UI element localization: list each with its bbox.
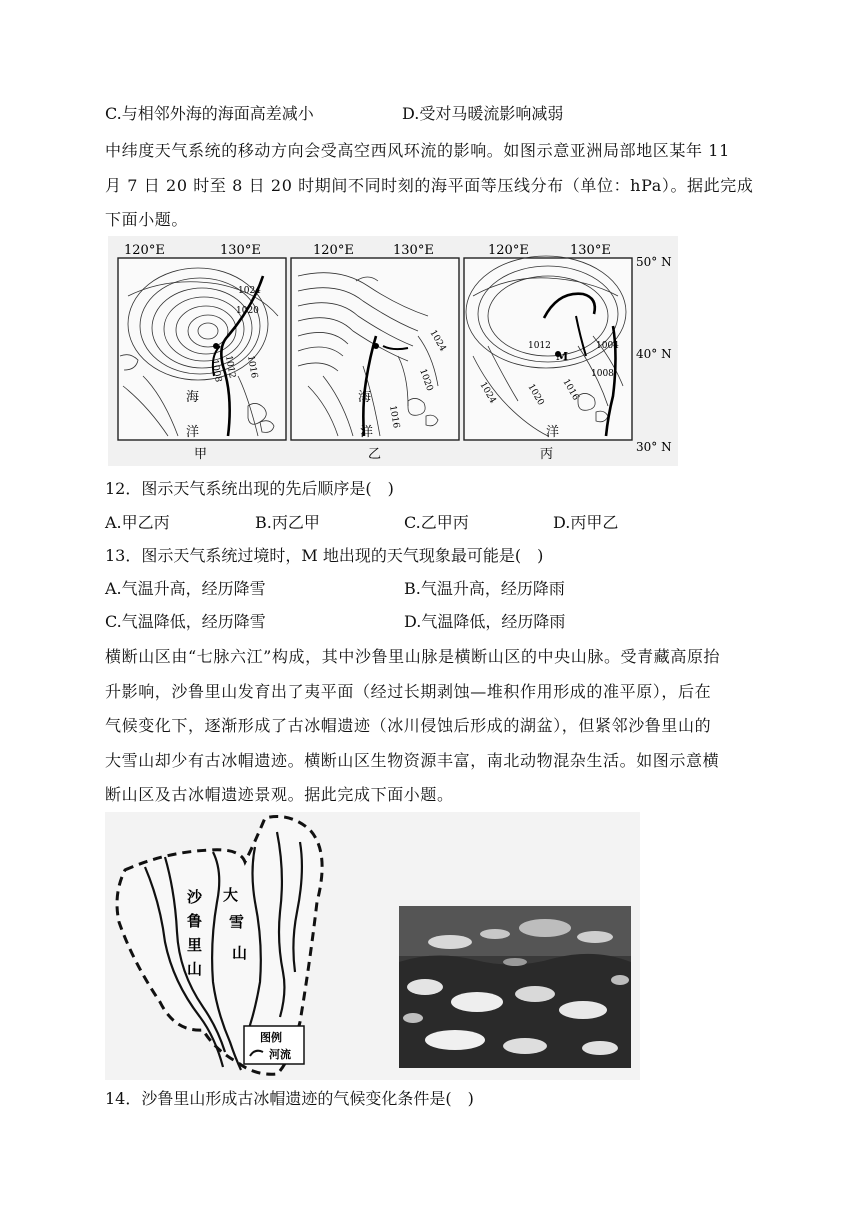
q11-option-d: D.受对马暖流影响减弱 [402, 104, 564, 123]
q13-option-a: A.气温升高，经历降雪 [105, 579, 266, 598]
isobar-label: 1024 [427, 328, 448, 354]
range-label: 鲁 [187, 912, 203, 930]
hengduan-intro-line: 断山区及古冰帽遗迹景观。据此完成下面小题。 [105, 785, 454, 804]
isobar-label: 1008 [209, 358, 223, 384]
lat-label: 30° N [636, 440, 672, 454]
isobar-map-figure [108, 236, 678, 466]
isobar-label: 1004 [596, 341, 619, 351]
isobar-label: 1020 [417, 367, 435, 393]
weather-intro-line: 下面小题。 [105, 210, 189, 229]
legend-item: 河流 [269, 1048, 291, 1061]
range-label: 里 [187, 936, 203, 954]
hengduan-figure [105, 812, 640, 1080]
isobar-label: 1020 [236, 306, 259, 316]
isobar-label: 1024 [477, 380, 498, 406]
lon-label: 130°E [393, 243, 434, 258]
sea-label: 洋 [546, 425, 560, 440]
isobar-label: 1024 [238, 286, 261, 296]
lon-label: 130°E [570, 243, 611, 258]
isobar-label: 1016 [387, 404, 401, 430]
panel-name: 甲 [194, 447, 208, 462]
hengduan-intro-line: 大雪山却少有古冰帽遗迹。横断山区生物资源丰富，南北动物混杂生活。如图示意横 [105, 750, 720, 770]
ice-cap-relic-photo [399, 906, 631, 1068]
q12-option-c: C.乙甲丙 [404, 513, 469, 532]
q14-stem: 14．沙鲁里山形成古冰帽遗迹的气候变化条件是( ) [105, 1089, 474, 1108]
q13-option-c: C.气温降低，经历降雪 [105, 612, 266, 631]
q12-stem: 12．图示天气系统出现的先后顺序是( ) [105, 479, 394, 498]
range-label: 沙 [187, 888, 203, 906]
sea-label: 海 [186, 390, 200, 405]
weather-intro-line: 月 7 日 20 时至 8 日 20 时期间不同时刻的海平面等压线分布（单位：hPa）。据此完成 [105, 175, 754, 195]
isobar-label: 1020 [525, 382, 546, 408]
lon-label: 120°E [488, 243, 529, 258]
isobar-label: 1012 [528, 341, 551, 351]
point-m-label: M [556, 350, 569, 363]
q12-option-a: A.甲乙丙 [105, 513, 170, 532]
lon-label: 130°E [220, 243, 261, 258]
lon-label: 120°E [124, 243, 165, 258]
weather-intro-line: 中纬度天气系统的移动方向会受高空西风环流的影响。如图示意亚洲局部地区某年 11 [105, 141, 730, 160]
hengduan-intro-line: 升影响，沙鲁里山发育出了夷平面（经过长期剥蚀—堆积作用形成的准平原），后在 [105, 681, 712, 701]
q13-option-d: D.气温降低，经历降雨 [404, 612, 566, 631]
panel-name: 丙 [540, 447, 554, 462]
weather-intro [105, 134, 755, 238]
range-label: 山 [187, 960, 203, 978]
isobar-label: 1008 [591, 369, 614, 379]
isobar-label: 1016 [560, 377, 581, 403]
lon-label: 120°E [313, 243, 354, 258]
sea-label: 洋 [360, 425, 374, 440]
isobar-label: 1012 [223, 354, 237, 380]
q11-option-c: C.与相邻外海的海面高差减小 [105, 104, 314, 123]
q12-option-b: B.丙乙甲 [255, 513, 320, 532]
range-label: 大 [223, 886, 239, 904]
isobar-label: 1016 [245, 354, 259, 380]
lat-label: 50° N [636, 255, 672, 269]
sea-label: 海 [358, 390, 372, 405]
legend-title: 图例 [260, 1031, 282, 1044]
range-label: 雪 [229, 913, 245, 931]
lat-label: 40° N [636, 347, 672, 361]
hengduan-intro [105, 640, 755, 813]
hengduan-intro-line: 气候变化下，逐渐形成了古冰帽遗迹（冰川侵蚀后形成的湖盆），但紧邻沙鲁里山的 [105, 716, 712, 735]
hengduan-intro-line: 横断山区由“七脉六江”构成，其中沙鲁里山脉是横断山区的中央山脉。受青藏高原抬 [105, 647, 721, 666]
q12-option-d: D.丙甲乙 [553, 513, 619, 532]
q13-option-b: B.气温升高，经历降雨 [404, 579, 565, 598]
panel-yi-frame [291, 258, 459, 440]
sea-label: 洋 [186, 425, 200, 440]
range-label: 山 [232, 944, 248, 962]
panel-name: 乙 [368, 447, 382, 462]
q13-stem: 13．图示天气系统过境时，M 地出现的天气现象最可能是( ) [105, 546, 544, 565]
